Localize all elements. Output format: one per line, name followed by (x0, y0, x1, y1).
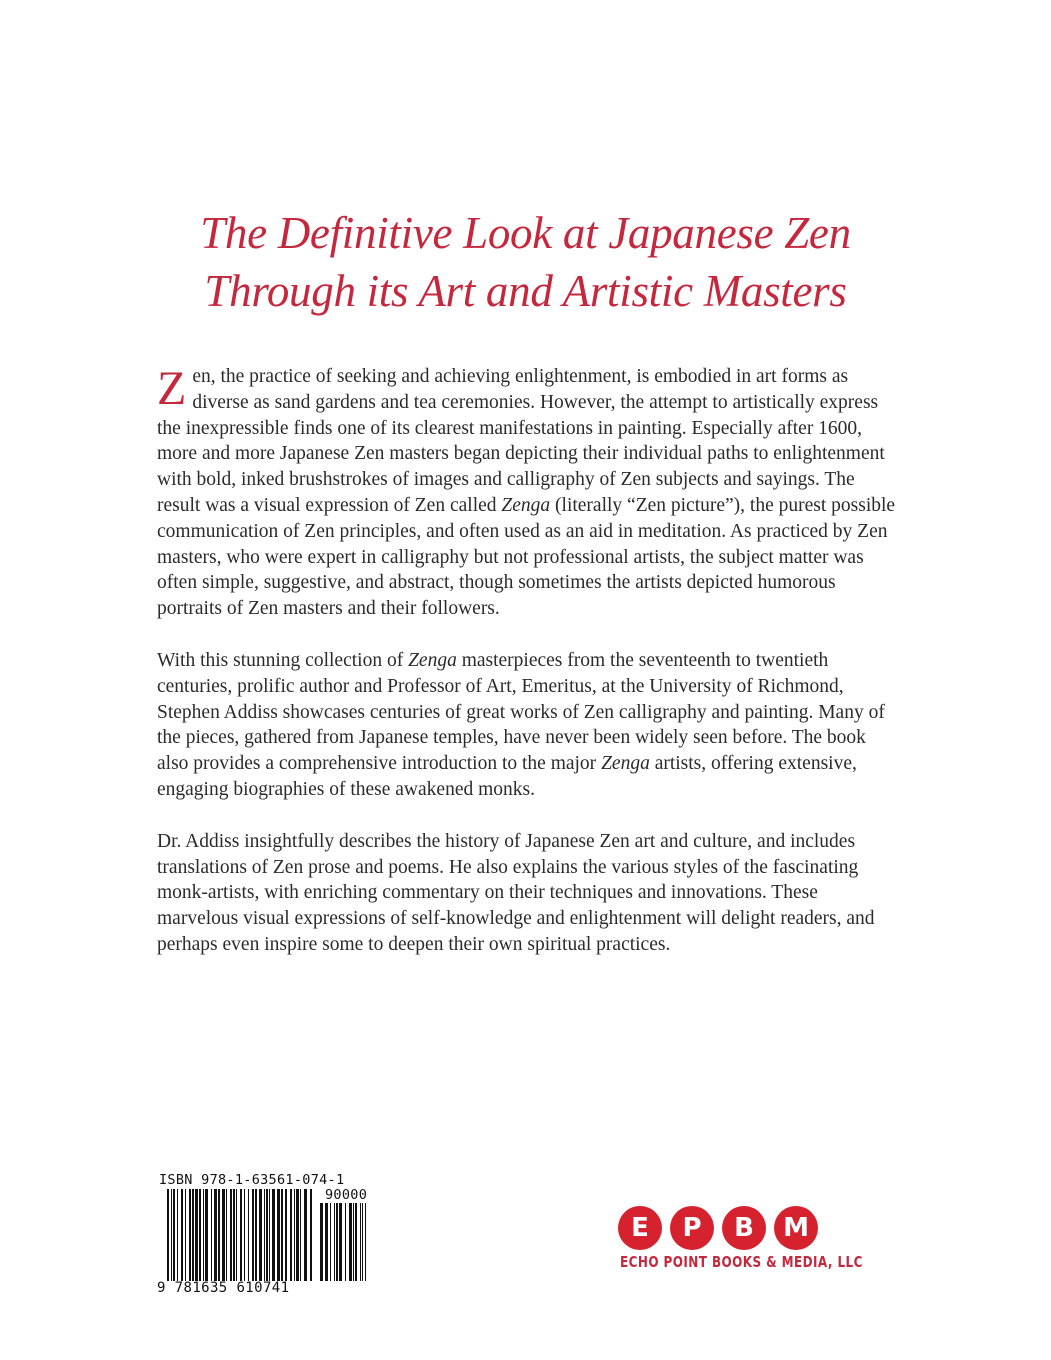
price-code: 90000 (325, 1187, 368, 1203)
description-paragraph-1 (157, 364, 897, 622)
description-paragraph-3: Dr. Addiss insightfully describes the history of Japanese Zen art and culture, and includes translations of Zen prose and poems. He also explains the various styles of the fascinating monk-artists, with enriching commentary on their techniques and innovations. These marvelous visual expressions of self-knowledge and enlightenment will delight readers, and perhaps even inspire some to deepen their own spiritual practices. (157, 830, 875, 955)
drop-cap: Z (157, 362, 187, 415)
ean-digits: 9 781635 610741 (157, 1280, 290, 1296)
headline-line-2: Through its Art and Artistic Masters (204, 266, 847, 316)
isbn-barcode (157, 1172, 367, 1298)
publisher-logo (612, 1206, 882, 1286)
back-cover-headline (0, 204, 1051, 320)
headline-line-1: The Definitive Look at Japanese Zen (200, 208, 851, 258)
p2-zenga-1: Zenga (408, 649, 457, 671)
publisher-name: ECHO POINT BOOKS & MEDIA, LLC (620, 1253, 863, 1271)
barcode-bars-icon (167, 1189, 312, 1281)
barcode-addon-bars-icon (320, 1203, 367, 1281)
p1-zenga: Zenga (501, 494, 551, 516)
p2-text-b: masterpieces from the seventeenth to twentieth centuries, prolific author and Professor of Art, Emeritus, at the University of Richmond, Stephen Addiss showcases centuries of great works of Zen calligraphy and painting. Many of the pieces, gathered from Japanese temples, have never been widely seen before. The book also provides a comprehensive introduction to the major (157, 649, 885, 775)
logo-circle-m: M (774, 1206, 818, 1250)
logo-circles (618, 1206, 818, 1250)
p1-text-a: en, the practice of seeking and achieving enlightenment, is embodied in art forms as diverse as sand gardens and tea ceremonies. However, the attempt to artistically express the inexpressible finds one of its clearest manifestations in painting. Especially after 1600, more and more Japanese Zen masters began depicting their individual paths to enlightenment with bold, inked brushstrokes of images and calligraphy of Zen subjects and sayings. The result was a visual expression of Zen called (157, 366, 885, 516)
p2-zenga-2: Zenga (601, 753, 650, 775)
p1-text-b: (literally “Zen picture”), the purest possible communication of Zen principles, and often used as an aid in meditation. As practiced by Zen masters, who were expert in calligraphy but not professional artists, the subject matter was often simple, suggestive, and abstract, though sometimes the artists depicted humorous portraits of Zen masters and their followers. (157, 494, 896, 620)
description-body (157, 364, 897, 984)
logo-circle-b: B (722, 1206, 766, 1250)
p2-text-a: With this stunning collection of (157, 649, 409, 671)
p2-text-c: artists, offering extensive, engaging biographies of these awakened monks. (157, 753, 857, 800)
logo-circle-p: P (670, 1206, 714, 1250)
isbn-label: ISBN 978-1-63561-074-1 (159, 1172, 345, 1188)
logo-circle-e: E (618, 1206, 662, 1250)
description-paragraph-2 (157, 648, 897, 803)
